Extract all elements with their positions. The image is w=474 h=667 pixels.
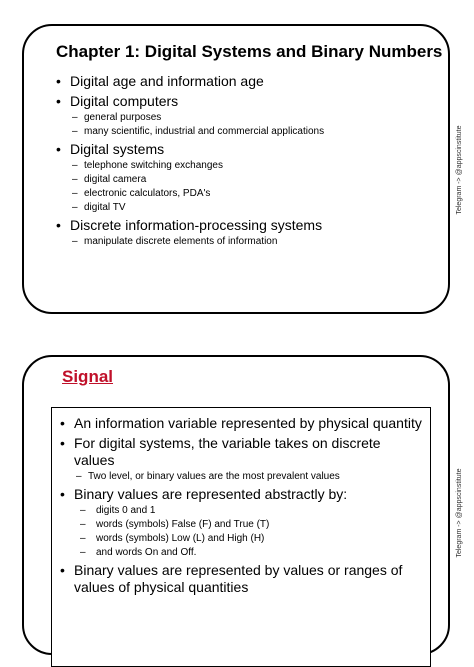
bullet: • Binary values are represented abstractly by:	[58, 486, 424, 503]
sub-bullet: – digital camera	[54, 173, 434, 186]
sub-bullet: – manipulate discrete elements of information	[54, 235, 434, 248]
bullet: • Digital systems	[54, 141, 434, 158]
sub-bullet: – general purposes	[54, 111, 434, 124]
sub-bullet: – words (symbols) Low (L) and High (H)	[58, 532, 424, 545]
bullet: • An information variable represented by physical quantity	[58, 415, 424, 432]
bullet: • For digital systems, the variable takes on discrete values	[58, 435, 424, 469]
sub-bullet: – words (symbols) False (F) and True (T)	[58, 518, 424, 531]
bullet: • Binary values are represented by values or ranges of values of physical quantities	[58, 562, 424, 596]
sub-bullet: – and words On and Off.	[58, 546, 424, 559]
slide-1-bullets	[54, 70, 434, 248]
slide-1	[22, 24, 450, 314]
sub-bullet: – electronic calculators, PDA's	[54, 187, 434, 200]
sub-bullet: – many scientific, industrial and commercial applications	[54, 125, 434, 138]
slide-2-title: Signal	[62, 367, 114, 386]
watermark-text: Telegram -> @appscinstitute	[456, 125, 463, 215]
slide-1-title: Chapter 1: Digital Systems and Binary Numbers	[56, 42, 443, 61]
slide-2	[22, 355, 450, 655]
sub-bullet: – Two level, or binary values are the most prevalent values	[58, 470, 424, 483]
slide-2-bullets	[58, 412, 424, 596]
sub-bullet: – telephone switching exchanges	[54, 159, 434, 172]
bullet: • Digital computers	[54, 93, 434, 110]
sub-bullet: – digital TV	[54, 201, 434, 214]
bullet: • Digital age and information age	[54, 73, 434, 90]
watermark-text: Telegram -> @appscinstitute	[456, 468, 463, 558]
bullet: • Discrete information-processing systems	[54, 217, 434, 234]
sub-bullet: – digits 0 and 1	[58, 504, 424, 517]
slide-2-content-box	[51, 407, 431, 667]
